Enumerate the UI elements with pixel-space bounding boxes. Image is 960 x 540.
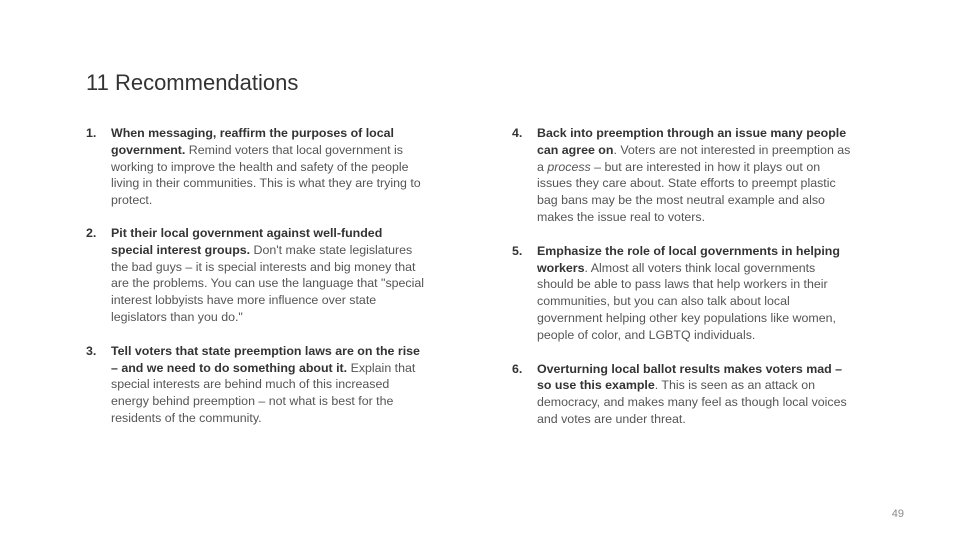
recommendation-number: 1. — [86, 126, 97, 140]
page-number: 49 — [891, 508, 904, 520]
recommendations-left-column — [86, 125, 426, 427]
recommendation-body: Remind voters that local government is working to improve the health and safety of the people living in their communities. This is what they are trying to protect. — [111, 142, 421, 208]
recommendation-item-1 — [86, 125, 426, 209]
recommendation-lead: Tell voters that state preemption laws are on the rise – and we need to do something about it. — [111, 343, 420, 375]
recommendation-emphasis: process — [547, 159, 591, 174]
recommendation-body-before: . Voters are not interested in preemption as a — [537, 142, 851, 174]
recommendation-body: . Almost all voters think local governments should be able to pass laws that help workers in their communities, but you can also talk about local government helping other key populations like women, people of color, and LGBTQ individuals. — [537, 260, 836, 342]
recommendation-body: . This is seen as an attack on democracy, and makes many feel as though local voices and votes are under threat. — [537, 378, 847, 426]
recommendation-item-6 — [512, 361, 852, 428]
recommendation-lead: Overturning local ballot results makes voters mad – so use this example — [537, 361, 843, 393]
recommendation-body: Don't make state legislatures the bad guys – it is special interests and big money that are the problems. You can use the language that "special interest lobbyists have more influence over state legislators than you do." — [111, 242, 425, 324]
recommendation-number: 5. — [512, 243, 523, 258]
recommendation-lead: Back into preemption through an issue many people can agree on — [537, 126, 847, 157]
recommendation-number: 3. — [86, 343, 97, 358]
recommendation-lead: Emphasize the role of local governments in helping workers — [537, 243, 840, 275]
recommendation-number: 6. — [512, 361, 523, 376]
recommendation-lead: Pit their local government against well-funded special interest groups. — [111, 225, 383, 257]
recommendation-body-after: – but are interested in how it plays out on issues they care about. State efforts to preempt plastic bag bans may be the most neutral example and also makes the issue real to voters. — [537, 159, 836, 224]
recommendations-right-column — [512, 125, 852, 428]
recommendation-number: 2. — [86, 225, 97, 240]
recommendation-body: Explain that special interests are behind much of this increased energy behind preemption – not what is best for the residents of the community. — [111, 360, 416, 425]
recommendation-number: 4. — [512, 126, 523, 140]
recommendation-item-5 — [512, 243, 852, 344]
recommendation-item-4 — [512, 125, 852, 226]
recommendation-item-3 — [86, 343, 426, 427]
recommendation-item-2 — [86, 225, 426, 326]
slide-title: 11 Recommendations — [86, 70, 299, 95]
recommendation-lead: When messaging, reaffirm the purposes of local government. — [111, 126, 394, 157]
